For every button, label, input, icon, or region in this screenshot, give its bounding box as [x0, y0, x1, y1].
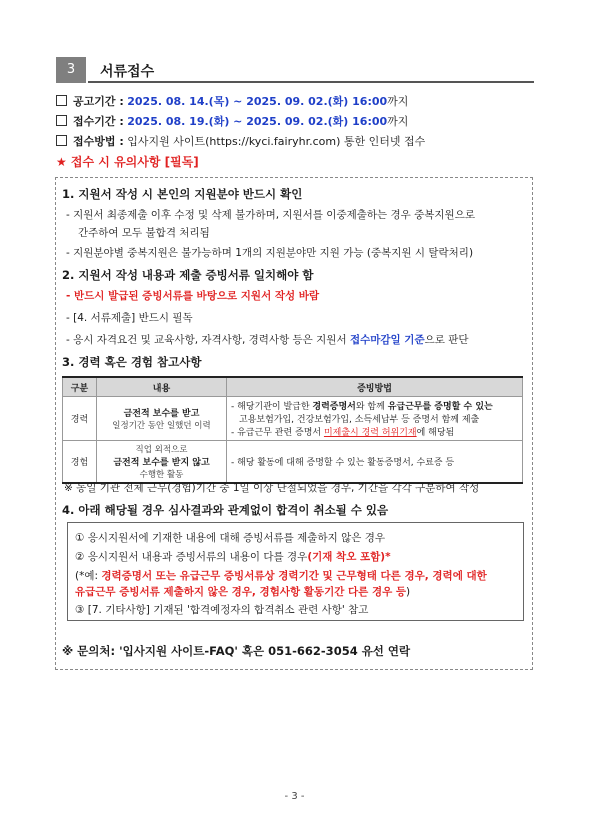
s4-example-line2: 유급근무 증빙서류 제출하지 않은 경우, 경험사항 활동기간 다른 경우 등)	[75, 586, 411, 598]
s2-line2: - [4. 서류제출] 반드시 필독	[66, 312, 193, 324]
s1-heading: 1. 지원서 작성 시 본인의 지원분야 반드시 확인	[62, 187, 303, 201]
row-type: 경력	[63, 397, 97, 441]
s1-line3: - 지원분야별 중복지원은 불가능하며 1개의 지원분야만 지원 가능 (중복지원 시 탈락처리)	[66, 247, 474, 259]
section-number: 3	[56, 57, 86, 83]
contact-note: ※ 문의처: '입사지원 사이트-FAQ' 혹은 051-662-3054 유선 연락	[62, 644, 411, 658]
s3-heading: 3. 경력 혹은 경험 참고사항	[62, 355, 202, 369]
row-content: 금전적 보수를 받고 일정기간 동안 일했던 이력	[97, 397, 227, 441]
s1-line2: 간주하여 모두 불합격 처리됨	[78, 227, 210, 239]
table-header-row	[63, 377, 523, 397]
section-underline	[88, 81, 534, 83]
s4-heading: 4. 아래 해당될 경우 심사결과와 관계없이 합격이 취소될 수 있음	[62, 503, 389, 517]
row-method: - 해당기관이 발급한 경력증명서와 함께 유급근무를 증명할 수 있는 고용보험가입, 건강보험가입, 소득세납부 등 증명서 함께 제출 - 유급근무 관련 증명서 미제출시 경력 허위기재에 해당됨	[227, 397, 523, 441]
submit-period-value: 2025. 08. 19.(화) ~ 2025. 09. 02.(화) 16:00	[127, 115, 388, 128]
page-number: - 3 -	[284, 791, 305, 802]
s4-item3: ③ [7. 기타사항] 기재된 '합격예정자의 합격취소 관련 사항' 참고	[75, 604, 369, 616]
s4-example-line1: (*예: 경력증명서 또는 유급근무 증빙서류상 경력기간 및 근무형태 다른 경우, 경력에 대한	[75, 570, 487, 582]
table-header: 구분	[63, 377, 97, 397]
row-type: 경험	[63, 441, 97, 484]
table-row	[63, 441, 523, 484]
notice-period: 공고기간 : 2025. 08. 14.(목) ~ 2025. 09. 02.(화) 16:00까지	[56, 93, 408, 109]
s2-line3: - 응시 자격요건 및 교육사항, 자격사항, 경력사항 등은 지원서 접수마감일 기준으로 판단	[66, 334, 469, 346]
s4-item2: ② 응시지원서 내용과 증빙서류의 내용이 다를 경우(기재 착오 포함)*	[75, 551, 391, 563]
s2-heading: 2. 지원서 작성 내용과 제출 증빙서류 일치해야 함	[62, 268, 314, 282]
s4-item1: ① 응시지원서에 기재한 내용에 대해 증빙서류를 제출하지 않은 경우	[75, 532, 385, 544]
checkbox-icon	[56, 135, 67, 146]
notice-title: ★ 접수 시 유의사항 [필독]	[56, 155, 199, 169]
table-row	[63, 397, 523, 441]
section-header	[56, 57, 534, 83]
table-header: 증빙방법	[227, 377, 523, 397]
notice-period-value: 2025. 08. 14.(목) ~ 2025. 09. 02.(화) 16:00	[127, 95, 388, 108]
checkbox-icon	[56, 95, 67, 106]
checkbox-icon	[56, 115, 67, 126]
submit-method: 접수방법 : 입사지원 사이트(https://kyci.fairyhr.com) 통한 인터넷 접수	[56, 133, 425, 149]
s2-line1: - 반드시 발급된 증빙서류를 바탕으로 지원서 작성 바람	[66, 290, 320, 302]
row-content: 직업 외적으로 금전적 보수를 받지 않고 수행한 활동	[97, 441, 227, 484]
section-title: 서류접수	[100, 64, 155, 80]
submit-period: 접수기간 : 2025. 08. 19.(화) ~ 2025. 09. 02.(화) 16:00까지	[56, 113, 408, 129]
s1-line1: - 지원서 최종제출 이후 수정 및 삭제 불가하며, 지원서를 이중제출하는 경우 중복지원으로	[66, 209, 475, 221]
table-header: 내용	[97, 377, 227, 397]
s3-note: ※ 동일 기관 전체 근무(경험)기간 중 1일 이상 단절되었을 경우, 기간을 각각 구분하여 작성	[64, 482, 480, 494]
evidence-table	[62, 376, 523, 484]
submit-method-value: 입사지원 사이트(https://kyci.fairyhr.com) 통한 인터넷 접수	[127, 135, 426, 148]
row-method: - 해당 활동에 대해 증명할 수 있는 활동증명서, 수료증 등	[227, 441, 523, 484]
